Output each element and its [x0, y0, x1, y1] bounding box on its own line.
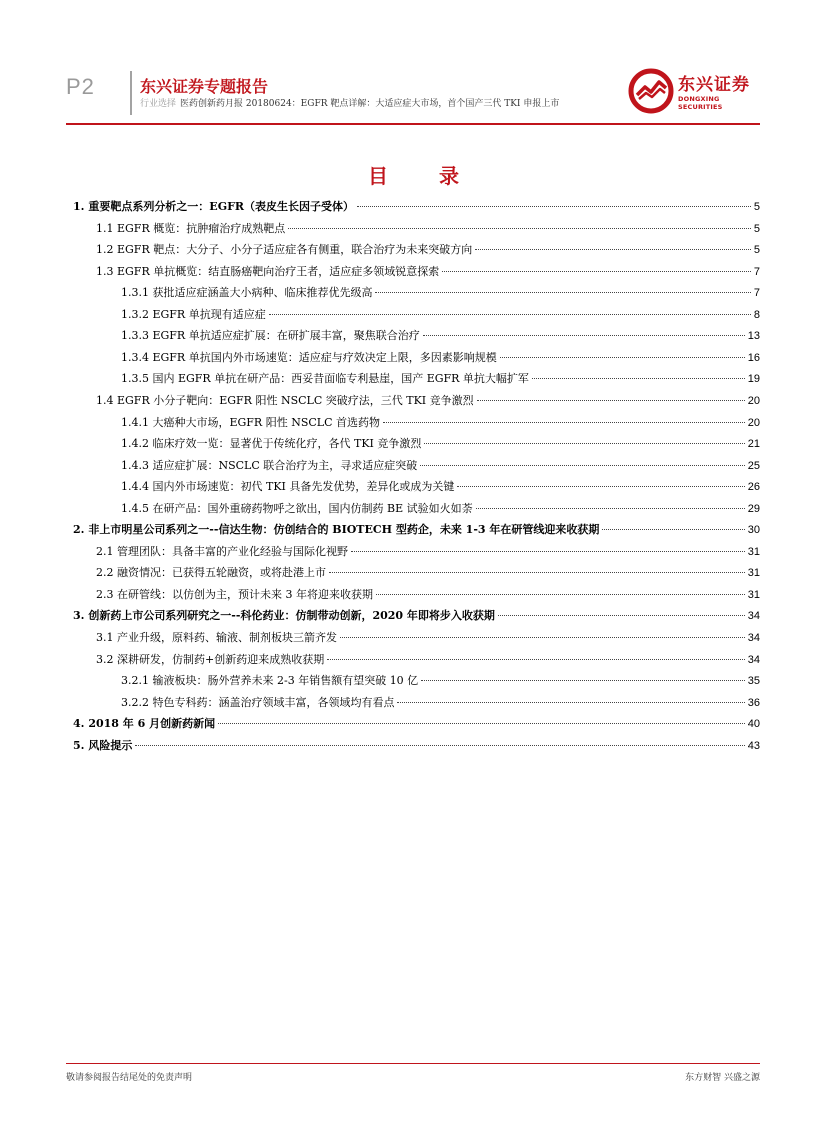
toc-entry-label: 1. 重要靶点系列分析之一：EGFR（表皮生长因子受体） [73, 200, 355, 213]
toc-entry-label: 1.3.2 EGFR 单抗现有适应症 [121, 307, 266, 321]
report-subtitle: 医药创新药月报 20180624：EGFR 靶点详解：大适应症大市场，首个国产三代 TKI 申报上市 [180, 99, 560, 109]
toc-entry-page: 5 [753, 201, 760, 213]
header-rule [66, 123, 760, 125]
toc-entry[interactable] [66, 543, 760, 559]
toc-entry[interactable] [66, 478, 760, 494]
toc-entry[interactable] [66, 306, 760, 322]
toc-entry-page: 29 [747, 502, 760, 515]
toc-leader-dots [457, 486, 744, 487]
toc-entry-page: 31 [747, 545, 760, 558]
toc-entry-page: 20 [747, 394, 760, 407]
toc-leader-dots [327, 659, 745, 660]
toc-entry-label: 4. 2018 年 6 月创新药新闻 [73, 717, 216, 731]
toc-entry-page: 35 [747, 675, 760, 688]
toc-leader-dots [383, 422, 745, 423]
toc-entry[interactable] [66, 521, 760, 537]
toc-leader-dots [532, 378, 745, 379]
toc-leader-dots [421, 680, 745, 681]
toc-entry-label: 1.4.1 大癌种大市场，EGFR 阳性 NSCLC 首选药物 [121, 415, 381, 429]
page-header [0, 0, 827, 130]
toc-entry-page: 31 [747, 588, 760, 601]
report-category: 行业选择 [140, 99, 177, 109]
toc-entry-label: 2.3 在研管线：以仿创为主，预计未来 3 年将迎来收获期 [96, 587, 373, 601]
toc-entry-label: 1.3.3 EGFR 单抗适应症扩展：在研扩展丰富，聚焦联合治疗 [121, 329, 420, 343]
toc-entry-label: 1.3.5 国内 EGFR 单抗在研产品：西妥昔面临专利悬崖，国产 EGFR 单抗大幅扩军 [121, 372, 529, 386]
toc-entry[interactable] [66, 607, 760, 623]
toc-entry[interactable] [66, 672, 760, 688]
toc-entry-label: 3.2 深耕研发，仿制药+创新药迎来成熟收获期 [96, 652, 325, 666]
footer-slogan: 东方财智 兴盛之源 [685, 1073, 760, 1083]
toc-entry[interactable] [66, 629, 760, 645]
toc-entry[interactable] [66, 198, 760, 214]
toc-entry-page: 21 [747, 438, 760, 451]
toc-entry[interactable] [66, 414, 760, 430]
toc-leader-dots [375, 292, 750, 293]
footer-rule [66, 1063, 760, 1064]
report-title: 东兴证券专题报告 [140, 77, 269, 96]
toc-entry-label: 1.4.3 适应症扩展：NSCLC 联合治疗为主，寻求适应症突破 [121, 458, 418, 472]
toc-leader-dots [475, 249, 751, 250]
toc-entry-label: 3.2.2 特色专科药：涵盖治疗领域丰富，各领域均有看点 [121, 695, 395, 709]
logo-emblem-icon [628, 68, 674, 114]
toc-entry-page: 40 [747, 718, 760, 731]
toc-leader-dots [498, 615, 745, 616]
toc-leader-dots [351, 551, 745, 552]
report-subtitle-line [140, 96, 559, 109]
toc-entry[interactable] [66, 737, 760, 753]
toc-entry-page: 25 [747, 459, 760, 472]
toc-entry-label: 3.2.1 输液板块：肠外营养未来 2-3 年销售额有望突破 10 亿 [121, 674, 419, 688]
toc-entry[interactable] [66, 220, 760, 236]
toc-entry-page: 30 [747, 524, 760, 537]
toc-entry-page: 34 [747, 610, 760, 623]
toc-leader-dots [376, 594, 745, 595]
toc-entry-page: 43 [747, 739, 760, 752]
toc-entry[interactable] [66, 349, 760, 365]
page-number: P2 [66, 74, 95, 99]
toc-entry-label: 1.2 EGFR 靶点：大分子、小分子适应症各有侧重，联合治疗为未来突破方向 [96, 243, 473, 257]
toc-entry[interactable] [66, 435, 760, 451]
toc-entry-label: 1.4.4 国内外市场速览：初代 TKI 具备先发优势，差异化或成为关键 [121, 480, 455, 494]
toc-entry-label: 1.3.1 获批适应症涵盖大小病种、临床推荐优先级高 [121, 286, 373, 300]
toc-leader-dots [218, 723, 745, 724]
toc-entry-label: 1.4.5 在研产品：国外重磅药物呼之欲出，国内仿制药 BE 试验如火如荼 [121, 501, 473, 515]
toc-entry-label: 1.4 EGFR 小分子靶向：EGFR 阳性 NSCLC 突破疗法，三代 TKI 竞争激烈 [96, 393, 474, 407]
toc-entry-page: 36 [747, 696, 760, 709]
toc-leader-dots [357, 206, 751, 207]
toc-entry-label: 1.4.2 临床疗效一览：显著优于传统化疗，各代 TKI 竞争激烈 [121, 437, 422, 451]
logo-name-en: DONGXING SECURITIES [678, 95, 723, 111]
header-divider [130, 71, 132, 115]
toc-entry-page: 13 [747, 330, 760, 343]
toc-entry[interactable] [66, 327, 760, 343]
toc-entry-page: 5 [753, 222, 760, 235]
toc-entry-page: 19 [747, 373, 760, 386]
toc-title: 目 录 [368, 164, 481, 188]
toc-leader-dots [477, 400, 745, 401]
toc-entry[interactable] [66, 370, 760, 386]
footer-disclaimer: 敬请参阅报告结尾处的免责声明 [66, 1073, 193, 1083]
toc-leader-dots [397, 702, 744, 703]
toc-entry-label: 3. 创新药上市公司系列研究之一--科伦药业：仿制带动创新，2020 年即将步入收获期 [73, 609, 495, 623]
toc-entry[interactable] [66, 651, 760, 667]
toc-leader-dots [476, 508, 745, 509]
toc-leader-dots [269, 314, 751, 315]
toc-entry-label: 2. 非上市明星公司系列之一--信达生物：仿创结合的 BIOTECH 型药企，未来 1-3 年在研管线迎来收获期 [73, 523, 600, 537]
toc-entry[interactable] [66, 392, 760, 408]
toc-entry[interactable] [66, 241, 760, 257]
toc-entry-page: 7 [753, 265, 760, 278]
toc-leader-dots [340, 637, 745, 638]
company-logo [628, 68, 760, 114]
toc-entry-page: 7 [753, 287, 760, 300]
toc-entry-page: 34 [747, 632, 760, 644]
toc-entry-page: 8 [753, 308, 760, 321]
toc-leader-dots [135, 745, 744, 746]
toc-leader-dots [423, 335, 745, 336]
toc-leader-dots [424, 443, 744, 444]
toc-entry-page: 26 [747, 481, 760, 494]
toc-entry-page: 5 [753, 244, 760, 257]
toc-entry-page: 31 [747, 567, 760, 580]
toc-entry[interactable] [66, 284, 760, 300]
toc-leader-dots [420, 465, 744, 466]
toc-entry-label: 3.1 产业升级，原料药、输液、制剂板块三箭齐发 [96, 631, 337, 644]
toc-leader-dots [500, 357, 745, 358]
toc-entry[interactable] [66, 500, 760, 516]
toc-entry[interactable] [66, 263, 760, 279]
toc-entry-label: 1.3 EGFR 单抗概览：结直肠癌靶向治疗王者，适应症多领域锐意探索 [96, 264, 440, 278]
toc-leader-dots [442, 271, 751, 272]
toc-leader-dots [602, 529, 744, 530]
toc-leader-dots [329, 572, 745, 573]
toc-entry-label: 2.1 管理团队：具备丰富的产业化经验与国际化视野 [96, 544, 348, 558]
toc-entry[interactable] [66, 694, 760, 710]
toc-entry-label: 1.1 EGFR 概览：抗肿瘤治疗成熟靶点 [96, 221, 286, 235]
toc-entry[interactable] [66, 564, 760, 580]
toc-entry-page: 16 [747, 351, 760, 364]
toc-entry[interactable] [66, 715, 760, 731]
toc-entry-label: 5. 风险提示 [73, 738, 133, 752]
toc-entry[interactable] [66, 586, 760, 602]
toc-entry[interactable] [66, 457, 760, 473]
toc-entry-label: 1.3.4 EGFR 单抗国内外市场速览：适应症与疗效决定上限，多因素影响规模 [121, 350, 497, 364]
toc-entry-page: 34 [747, 653, 760, 666]
toc-leader-dots [288, 228, 751, 229]
toc-entry-page: 20 [747, 416, 760, 429]
toc-entry-label: 2.2 融资情况：已获得五轮融资，或将赴港上市 [96, 566, 326, 580]
logo-name-cn: 东兴证券 [678, 75, 750, 95]
